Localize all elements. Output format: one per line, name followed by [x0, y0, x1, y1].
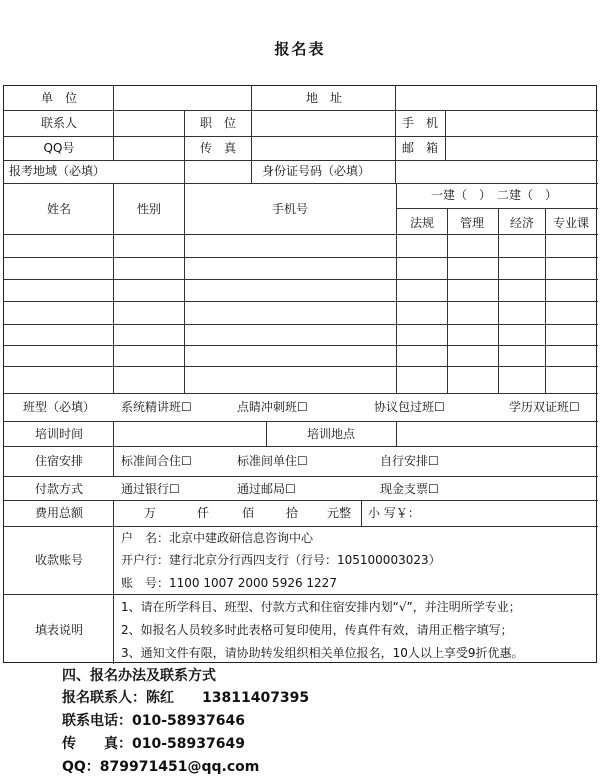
participant-row[interactable]	[5, 367, 597, 393]
registration-form-table	[3, 85, 597, 663]
phone-header: 手机号	[271, 202, 309, 216]
section-heading: 四、报名办法及联系方式	[62, 668, 216, 684]
subject-management-header: 管理	[459, 216, 485, 230]
participant-row[interactable]	[5, 325, 597, 345]
class-option-degree[interactable]: 学历双证班☐	[509, 400, 580, 414]
payment-option-post[interactable]: 通过邮局☐	[237, 482, 296, 496]
participant-row[interactable]	[5, 280, 597, 301]
lodging-option-self[interactable]: 自行安排☐	[380, 454, 439, 468]
position-field[interactable]	[252, 110, 395, 136]
class-option-guarantee[interactable]: 协议包过班☐	[374, 400, 445, 414]
fee-unit-bai: 佰	[242, 506, 255, 520]
fax-label: 传 真	[199, 141, 237, 155]
class-type-label: 班型（必填）	[22, 400, 96, 414]
fee-unit-qian: 仟	[197, 506, 210, 520]
account-number: 账 号：1100 1007 2000 5926 1227	[121, 576, 337, 590]
note-line: 1、请在所学科目、班型、付款方式和住宿安排内划“√”，并注明所学专业；	[121, 600, 521, 614]
unit-label: 单 位	[40, 91, 78, 105]
payment-label: 付款方式	[34, 482, 84, 496]
fee-unit-wan: 万	[144, 506, 157, 520]
lodging-label: 住宿安排	[34, 454, 84, 468]
payment-option-cheque[interactable]: 现金支票☐	[380, 482, 439, 496]
address-label: 地 址	[305, 91, 343, 105]
mobile-label: 手 机	[401, 116, 439, 130]
fee-unit-shi: 拾	[286, 506, 299, 520]
account-label: 收款账号	[34, 553, 84, 567]
contact-label: 联系人	[40, 116, 78, 130]
id-card-label: 身份证号码（必填）	[262, 164, 371, 178]
page-title: 报名表	[274, 40, 326, 58]
id-card-field[interactable]	[396, 160, 598, 183]
mobile-field[interactable]	[446, 110, 598, 136]
participant-row[interactable]	[5, 258, 597, 279]
fee-lowercase-field[interactable]	[424, 501, 598, 526]
subject-law-header: 法规	[409, 216, 435, 230]
contact-qq: QQ：879971451@qq.com	[62, 759, 260, 775]
account-holder: 户 名：北京中建政研信息咨询中心	[121, 531, 314, 545]
qq-field[interactable]	[114, 136, 184, 160]
participant-row[interactable]	[5, 346, 597, 366]
fee-label: 费用总额	[34, 506, 84, 520]
contact-fax: 传 真：010-58937649	[62, 736, 245, 752]
email-label: 邮 箱	[401, 141, 439, 155]
account-bank: 开户行：建行北京分行西四支行（行号：105100003023）	[121, 553, 441, 567]
region-label: 报考地域（必填）	[9, 164, 106, 178]
contact-person: 报名联系人：陈红 13811407395	[62, 690, 310, 706]
note-line: 3、通知文件有限，请协助转发组织相关单位报名，10人以上享受9折优惠。	[121, 646, 524, 660]
training-place-field[interactable]	[397, 422, 598, 446]
participant-row[interactable]	[5, 302, 597, 324]
subject-economy-header: 经济	[509, 216, 535, 230]
position-label: 职 位	[199, 116, 237, 130]
contact-field[interactable]	[114, 110, 184, 136]
fax-field[interactable]	[252, 136, 395, 160]
name-header: 姓名	[46, 202, 72, 216]
training-place-label: 培训地点	[306, 427, 356, 441]
note-line: 2、如报名人员较多时此表格可复印使用，传真件有效，请用正楷字填写；	[121, 623, 513, 637]
lodging-option-shared[interactable]: 标准间合住☐	[121, 454, 192, 468]
fee-lowercase-label: 小 写￥：	[368, 506, 420, 520]
qq-label: QQ号	[43, 141, 75, 155]
notes-label: 填表说明	[34, 623, 84, 637]
contact-phone: 联系电话：010-58937646	[62, 713, 245, 729]
address-field[interactable]	[396, 86, 598, 110]
training-time-field[interactable]	[114, 422, 266, 446]
payment-option-bank[interactable]: 通过银行☐	[121, 482, 180, 496]
level-selector[interactable]: 一建（ ） 二建（ ）	[430, 188, 558, 202]
training-time-label: 培训时间	[34, 427, 84, 441]
class-option-system[interactable]: 系统精讲班☐	[121, 400, 192, 414]
region-field[interactable]	[185, 160, 251, 183]
class-option-sprint[interactable]: 点睛冲刺班☐	[237, 400, 308, 414]
email-field[interactable]	[446, 136, 598, 160]
participant-row[interactable]	[5, 235, 597, 257]
fee-amount-field[interactable]	[114, 501, 361, 526]
unit-field[interactable]	[114, 86, 251, 110]
gender-header: 性别	[136, 202, 162, 216]
subject-major-header: 专业课	[552, 216, 590, 230]
fee-unit-yuan: 元整	[327, 506, 352, 520]
lodging-option-single[interactable]: 标准间单住☐	[237, 454, 308, 468]
